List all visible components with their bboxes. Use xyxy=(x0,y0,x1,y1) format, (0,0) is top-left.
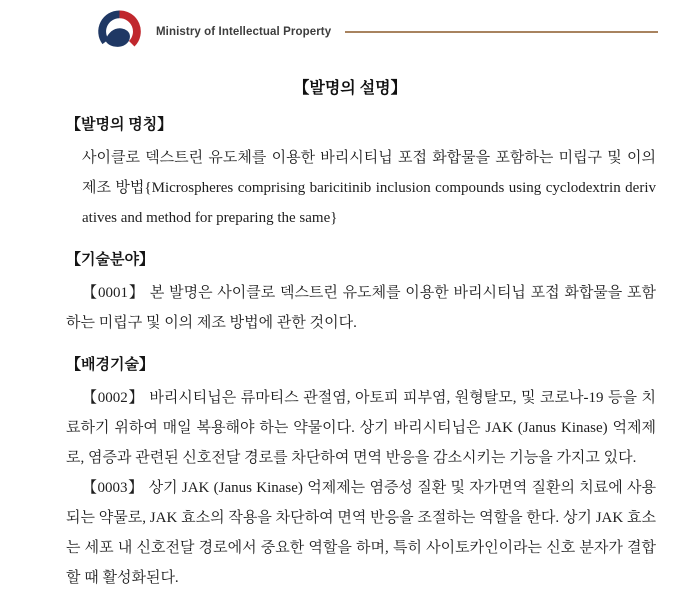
paragraph-0001 xyxy=(66,278,656,338)
document-header xyxy=(0,0,700,55)
document-body xyxy=(0,113,700,593)
ministry-logo-icon xyxy=(96,8,143,55)
paragraph-number: 【0003】 xyxy=(82,480,144,496)
ministry-name: Ministry of Intellectual Property xyxy=(156,25,332,38)
paragraph-number: 【0001】 xyxy=(82,285,145,301)
paragraph-0002 xyxy=(66,383,656,473)
paragraph-text: 본 발명은 사이클로 덱스트린 유도체를 이용한 바리시티닙 포접 화합물을 포함하는 미립구 및 이의 제조 방법에 관한 것이다. xyxy=(66,285,656,331)
paragraph-number: 【0002】 xyxy=(82,390,145,406)
paragraph-0003 xyxy=(66,473,656,593)
paragraph-text: 바리시티닙은 류마티스 관절염, 아토피 피부염, 원형탈모, 및 코로나-19 등을 치료하기 위하여 매일 복용해야 하는 약물이다. 상기 바리시티닙은 JAK (Janus Kinase) 억제제로, 염증과 관련된 신호전달 경로를 차단하여 면역 반응을 감소시키는 기능을 가지고 있다. xyxy=(66,390,656,466)
section-heading-technical-field: 【기술분야】 xyxy=(66,252,154,268)
section-background-art xyxy=(66,353,656,593)
header-rule xyxy=(345,31,658,33)
section-heading-invention-title: 【발명의 명칭】 xyxy=(66,117,173,133)
section-technical-field xyxy=(66,248,656,338)
paragraph-text: 상기 JAK (Janus Kinase) 억제제는 염증성 질환 및 자가면역 질환의 치료에 사용되는 약물로, JAK 효소의 작용을 차단하여 면역 반응을 조절하는 역할을 한다. 상기 JAK 효소는 세포 내 신호전달 경로에서 중요한 역할을 하며, 특히 사이토카인이라는 신호 분자가 결합할 때 활성화된다. xyxy=(66,480,656,586)
section-heading-background-art: 【배경기술】 xyxy=(66,357,154,373)
section-invention-title xyxy=(66,113,656,233)
invention-title-paragraph: 사이클로 덱스트린 유도체를 이용한 바리시티닙 포접 화합물을 포함하는 미립구 및 이의 제조 방법{Microspheres comprising baricitinib inclusion compounds using cyclodextrin derivatives and method for preparing the same} xyxy=(82,150,656,226)
document-title: 【발명의 설명】 xyxy=(293,80,407,97)
